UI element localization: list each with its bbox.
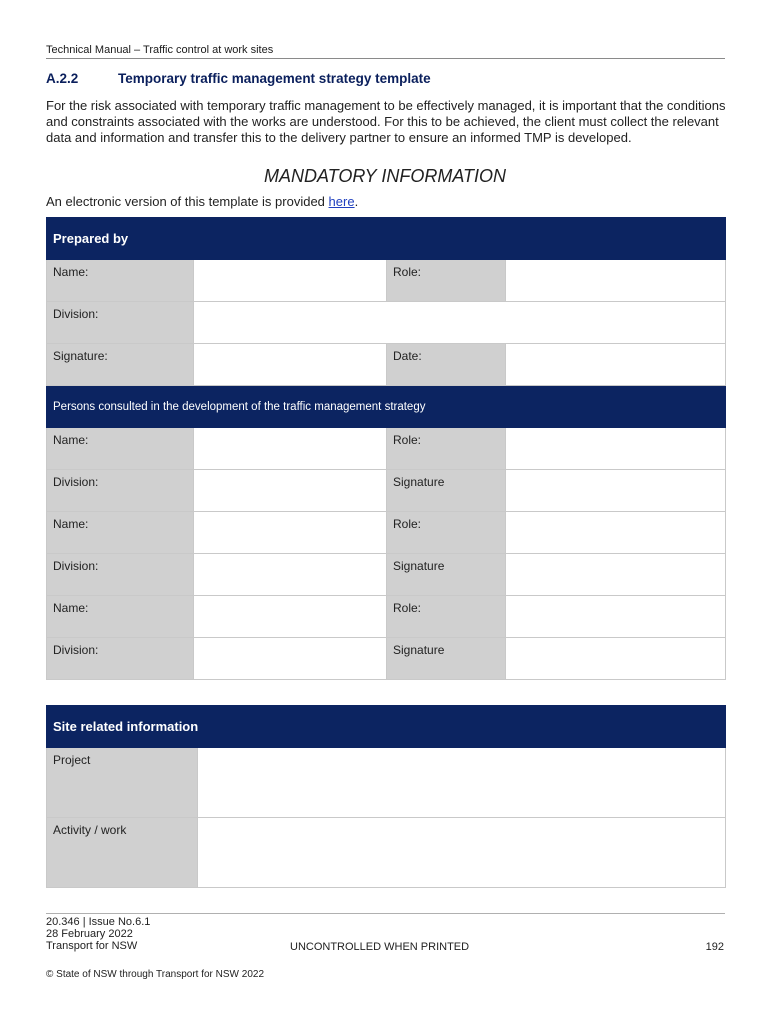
- consulted-2-signature-label: Signature: [387, 554, 506, 596]
- running-header: Technical Manual – Traffic control at work sites: [46, 44, 725, 59]
- consulted-3-signature-label: Signature: [387, 638, 506, 680]
- section-title: Temporary traffic management strategy template: [118, 71, 431, 86]
- activity-label: Activity / work: [47, 818, 198, 888]
- consulted-2-name-label: Name:: [47, 512, 194, 554]
- consulted-3-division-field[interactable]: [194, 638, 387, 680]
- electronic-suffix: .: [354, 194, 359, 209]
- prepared-name-label: Name:: [47, 260, 194, 302]
- footer-status: UNCONTROLLED WHEN PRINTED: [290, 941, 470, 953]
- prepared-role-label: Role:: [387, 260, 506, 302]
- footer-doc-info: [46, 916, 150, 952]
- prepared-signature-label: Signature:: [47, 344, 194, 386]
- prepared-date-field[interactable]: [506, 344, 726, 386]
- consulted-1-signature-label: Signature: [387, 470, 506, 512]
- consulted-1-name-label: Name:: [47, 428, 194, 470]
- prepared-by-heading: Prepared by: [47, 218, 726, 260]
- prepared-signature-field[interactable]: [194, 344, 387, 386]
- electronic-version-note: [46, 194, 358, 209]
- consulted-1-signature-field[interactable]: [506, 470, 726, 512]
- electronic-text: An electronic version of this template is provided: [46, 194, 329, 209]
- prepared-role-field[interactable]: [506, 260, 726, 302]
- consulted-1-division-label: Division:: [47, 470, 194, 512]
- consulted-2-role-label: Role:: [387, 512, 506, 554]
- project-label: Project: [47, 748, 198, 818]
- prepared-name-field[interactable]: [194, 260, 387, 302]
- prepared-date-label: Date:: [387, 344, 506, 386]
- consulted-2-division-field[interactable]: [194, 554, 387, 596]
- consulted-1-name-field[interactable]: [194, 428, 387, 470]
- copyright-notice: © State of NSW through Transport for NSW 2022: [46, 969, 265, 980]
- template-link[interactable]: here: [328, 194, 355, 209]
- consulted-3-role-field[interactable]: [506, 596, 726, 638]
- consulted-1-division-field[interactable]: [194, 470, 387, 512]
- prepared-division-label: Division:: [47, 302, 194, 344]
- consulted-2-signature-field[interactable]: [506, 554, 726, 596]
- prepared-division-field[interactable]: [194, 302, 726, 344]
- consulted-3-name-label: Name:: [47, 596, 194, 638]
- section-heading: [46, 71, 431, 86]
- consulted-1-role-field[interactable]: [506, 428, 726, 470]
- site-info-heading: Site related information: [47, 706, 726, 748]
- consulted-3-signature-field[interactable]: [506, 638, 726, 680]
- consulted-3-role-label: Role:: [387, 596, 506, 638]
- persons-consulted-heading: Persons consulted in the development of the traffic management strategy: [47, 386, 726, 428]
- consulted-3-name-field[interactable]: [194, 596, 387, 638]
- consulted-3-division-label: Division:: [47, 638, 194, 680]
- consulted-2-division-label: Division:: [47, 554, 194, 596]
- footer-divider: [46, 913, 725, 914]
- activity-field[interactable]: [198, 818, 726, 888]
- project-field[interactable]: [198, 748, 726, 818]
- site-info-table: [46, 705, 726, 888]
- mandatory-heading: MANDATORY INFORMATION: [263, 166, 506, 186]
- footer-date: 28 February 2022: [46, 928, 133, 940]
- consulted-2-name-field[interactable]: [194, 512, 387, 554]
- page-number: 192: [705, 941, 724, 953]
- consulted-1-role-label: Role:: [387, 428, 506, 470]
- consulted-2-role-field[interactable]: [506, 512, 726, 554]
- intro-paragraph: For the risk associated with temporary traffic management to be effectively managed, it is important that the conditions and constraints associated with the works are understood. For this to be achieved, the client must collect the relevant data and information and transfer this to the delivery partner to ensure an informed TMP is developed.: [46, 98, 726, 145]
- footer-doc-number: 20.346 | Issue No.6.1: [46, 916, 151, 928]
- prepared-by-table: [46, 217, 726, 680]
- footer-org: Transport for NSW: [46, 940, 138, 952]
- section-number: A.2.2: [46, 71, 79, 86]
